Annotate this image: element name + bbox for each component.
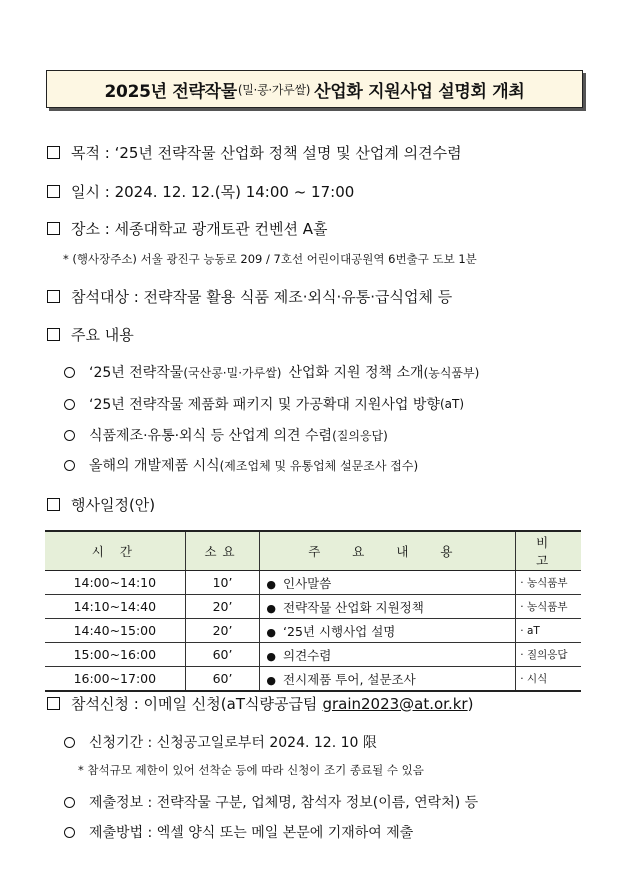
column-header: 비 고 bbox=[516, 531, 581, 571]
datetime-item bbox=[47, 181, 354, 202]
square-bullet-icon bbox=[47, 697, 60, 710]
main-content-item: ‘25년 전략작물 (국산콩·밀·가루쌀) 산업화 지원 정책 소개 (농식품부) bbox=[64, 362, 479, 382]
square-bullet-icon bbox=[47, 498, 60, 511]
schedule-table bbox=[45, 530, 581, 692]
purpose-text: 목적 : ‘25년 전략작물 산업화 정책 설명 및 산업계 의견수렴 bbox=[71, 144, 462, 162]
circle-bullet-icon bbox=[64, 367, 75, 378]
circle-bullet-icon bbox=[64, 827, 75, 838]
registration-label: 참석신청 : 이메일 신청(aT식량공급팀 bbox=[71, 695, 318, 713]
table-row: 15:00~16:00 60’ ● 의견수렴 · 질의응답 bbox=[45, 643, 581, 667]
circle-bullet-icon bbox=[64, 737, 75, 748]
main-content-heading bbox=[47, 324, 134, 345]
submission-info: 제출정보 : 전략작물 구분, 업체명, 참석자 정보(이름, 연락처) 등 bbox=[64, 792, 478, 812]
table-row: 16:00~17:00 60’ ● 전시제품 투어, 설문조사 · 시식 bbox=[45, 667, 581, 692]
main-content-item: 식품제조·유통·외식 등 산업계 의견 수렴 (질의응답) bbox=[64, 425, 388, 445]
table-header-row bbox=[45, 531, 581, 571]
place-note: * (행사장주소) 서울 광진구 능동로 209 / 7호선 어린이대공원역 6번출구 도보 1분 bbox=[63, 252, 477, 266]
circle-bullet-icon bbox=[64, 797, 75, 808]
registration-period: 신청기간 : 신청공고일로부터 2024. 12. 10 限 bbox=[64, 732, 377, 752]
column-header: 시 간 bbox=[45, 531, 185, 571]
square-bullet-icon bbox=[47, 290, 60, 303]
page-title bbox=[46, 70, 583, 108]
dot-bullet-icon: ● bbox=[266, 625, 277, 639]
registration-item: 참석신청 : 이메일 신청(aT식량공급팀 grain2023@at.or.kr ) bbox=[47, 693, 473, 714]
email-link[interactable]: grain2023@at.or.kr bbox=[322, 694, 468, 713]
dot-bullet-icon: ● bbox=[266, 649, 277, 663]
circle-bullet-icon bbox=[64, 460, 75, 471]
title-prefix: 2025년 전략작물 bbox=[104, 81, 237, 102]
attendees-text: 참석대상 : 전략작물 활용 식품 제조·외식·유통·급식업체 등 bbox=[71, 288, 453, 306]
table-row: 14:10~14:40 20’ ● 전략작물 산업화 지원정책 · 농식품부 bbox=[45, 595, 581, 619]
square-bullet-icon bbox=[47, 328, 60, 341]
circle-bullet-icon bbox=[64, 399, 75, 410]
attendees-item bbox=[47, 286, 452, 307]
main-content-item: ‘25년 전략작물 제품화 패키지 및 가공확대 지원사업 방향 (aT) bbox=[64, 394, 464, 414]
main-content-item: 올해의 개발제품 시식 (제조업체 및 유통업체 설문조사 접수) bbox=[64, 455, 418, 475]
dot-bullet-icon: ● bbox=[266, 601, 277, 615]
submission-method: 제출방법 : 엑셀 양식 또는 메일 본문에 기재하여 제출 bbox=[64, 822, 413, 842]
datetime-text: 일시 : 2024. 12. 12.(목) 14:00 ~ 17:00 bbox=[71, 183, 355, 201]
table-row: 14:40~15:00 20’ ● ‘25년 시행사업 설명 · aT bbox=[45, 619, 581, 643]
square-bullet-icon bbox=[47, 146, 60, 159]
column-header: 소요 bbox=[185, 531, 260, 571]
main-content-heading-text: 주요 내용 bbox=[71, 326, 134, 344]
square-bullet-icon bbox=[47, 185, 60, 198]
dot-bullet-icon: ● bbox=[266, 577, 277, 591]
schedule-heading bbox=[47, 494, 155, 515]
registration-note: * 참석규모 제한이 있어 선착순 등에 따라 신청이 조기 종료될 수 있음 bbox=[78, 763, 424, 777]
place-text: 장소 : 세종대학교 광개토관 컨벤션 A홀 bbox=[71, 220, 328, 238]
table-row: 14:00~14:10 10’ ● 인사말씀 · 농식품부 bbox=[45, 571, 581, 595]
purpose-item bbox=[47, 142, 462, 163]
title-crops: (밀·콩·가루쌀) bbox=[237, 82, 311, 97]
column-header: 주 요 내 용 bbox=[260, 531, 516, 571]
schedule-heading-text: 행사일정(안) bbox=[71, 496, 156, 514]
circle-bullet-icon bbox=[64, 430, 75, 441]
place-item bbox=[47, 218, 328, 239]
title-suffix: 산업화 지원사업 설명회 개최 bbox=[314, 81, 525, 102]
square-bullet-icon bbox=[47, 222, 60, 235]
dot-bullet-icon: ● bbox=[266, 673, 277, 687]
